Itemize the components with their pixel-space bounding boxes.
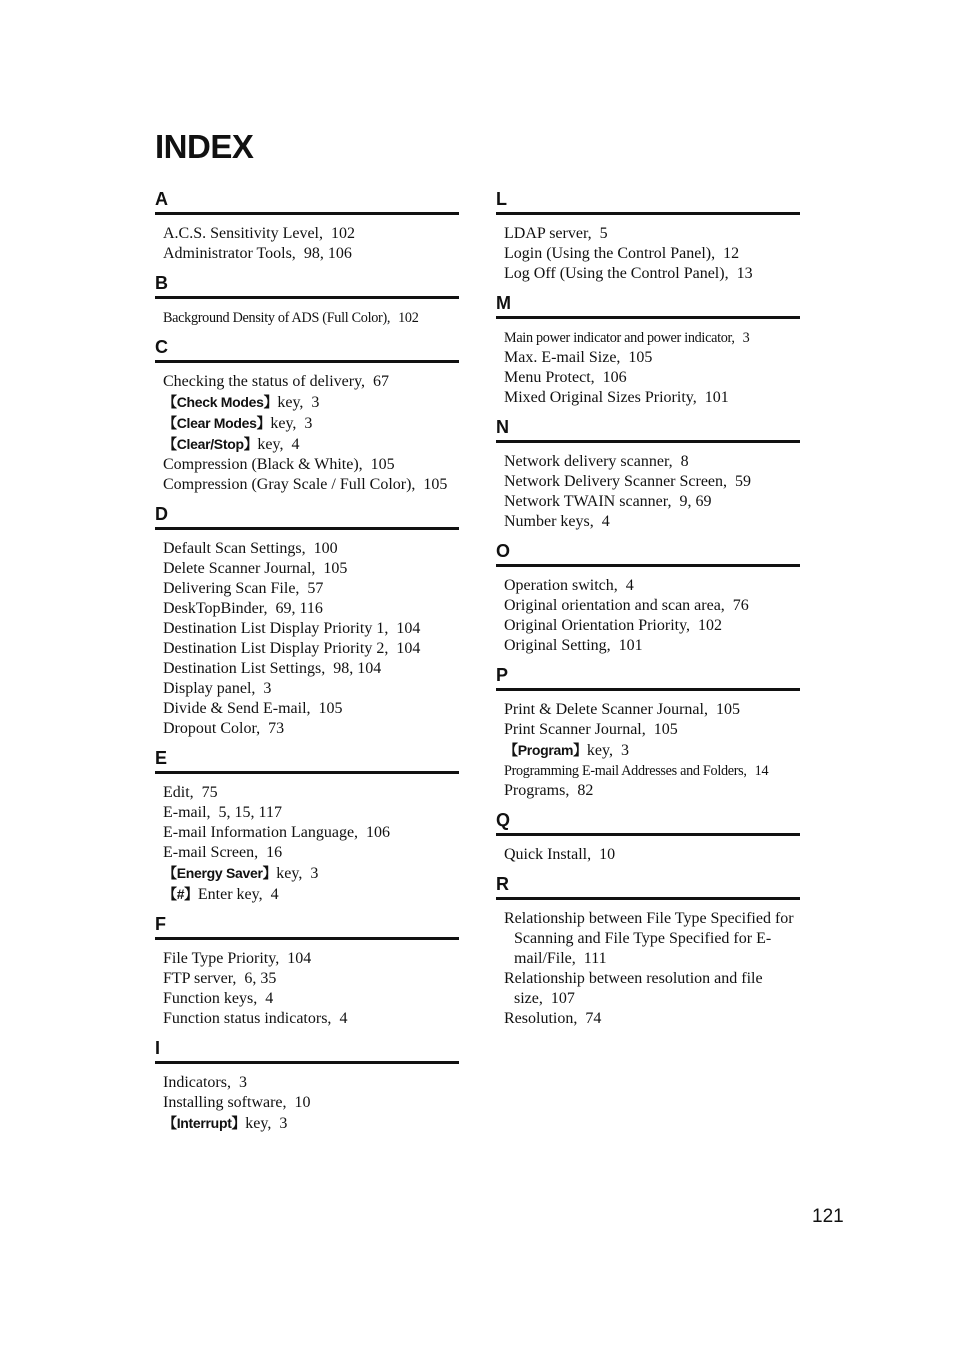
index-entry — [504, 368, 800, 388]
index-entry — [163, 308, 459, 328]
entry-term: Operation switch, — [504, 577, 618, 594]
section-divider — [155, 296, 459, 299]
index-section — [496, 416, 800, 532]
entry-list — [496, 576, 800, 656]
entry-term: DeskTopBinder, — [163, 600, 268, 617]
section-divider — [496, 688, 800, 691]
index-entry — [504, 348, 800, 368]
index-entry — [504, 740, 800, 761]
index-entry — [504, 596, 800, 616]
entry-list — [496, 845, 800, 865]
section-divider — [496, 897, 800, 900]
index-entry — [163, 1073, 459, 1093]
entry-pages: 3 — [304, 415, 313, 432]
entry-pages: 13 — [736, 265, 753, 282]
entry-term: A.C.S. Sensitivity Level, — [163, 225, 323, 242]
index-entry — [163, 475, 459, 495]
entry-term: Resolution, — [504, 1010, 578, 1027]
index-entry — [504, 969, 800, 1009]
entry-term: Display panel, — [163, 680, 256, 697]
entry-term: Original Orientation Priority, — [504, 617, 691, 634]
section-divider — [496, 440, 800, 443]
entry-term: Compression (Black & White), — [163, 456, 363, 473]
index-entry — [163, 823, 459, 843]
index-entry — [163, 989, 459, 1009]
entry-term: Delete Scanner Journal, — [163, 560, 316, 577]
entry-term: Print Scanner Journal, — [504, 721, 646, 738]
index-entry — [163, 539, 459, 559]
entry-term: Print & Delete Scanner Journal, — [504, 701, 708, 718]
index-entry — [163, 392, 459, 413]
index-entry — [163, 224, 459, 244]
entry-term: Delivering Scan File, — [163, 580, 300, 597]
entry-pages: 105 — [370, 456, 395, 473]
section-letter: Q — [496, 810, 511, 830]
entry-pages: 14 — [754, 763, 769, 779]
entry-list — [155, 1073, 459, 1134]
entry-term: E-mail Information Language, — [163, 824, 359, 841]
entry-term: Divide & Send E-mail, — [163, 700, 311, 717]
entry-term: key, — [586, 742, 613, 759]
entry-term: Programs, — [504, 782, 570, 799]
entry-term: Original Setting, — [504, 637, 611, 654]
entry-term: key, — [276, 865, 303, 882]
entry-term: Network Delivery Scanner Screen, — [504, 473, 728, 490]
index-entry — [504, 492, 800, 512]
entry-pages: 8 — [680, 453, 689, 470]
index-entry — [504, 700, 800, 720]
index-entry — [163, 579, 459, 599]
entry-pages: 107 — [550, 990, 575, 1007]
section-letter: P — [496, 665, 509, 685]
entry-pages: 75 — [201, 784, 218, 801]
entry-term: Menu Protect, — [504, 369, 595, 386]
section-letter: M — [496, 293, 511, 313]
entry-term: Background Density of ADS (Full Color), — [163, 310, 391, 326]
entry-term: key, — [277, 394, 304, 411]
index-section — [155, 272, 459, 328]
page-number: 121 — [812, 1206, 844, 1227]
entry-term: Installing software, — [163, 1094, 287, 1111]
entry-list — [496, 700, 800, 801]
index-entry — [504, 845, 800, 865]
entry-term: Function keys, — [163, 990, 258, 1007]
index-entry — [163, 699, 459, 719]
entry-pages: 98, 106 — [303, 245, 352, 262]
entry-pages: 10 — [294, 1094, 311, 1111]
entry-term: File Type Priority, — [163, 950, 280, 967]
entry-pages: 100 — [313, 540, 338, 557]
entry-term: Programming E-mail Addresses and Folders, — [504, 763, 747, 779]
index-section — [496, 188, 800, 284]
entry-pages: 4 — [339, 1010, 348, 1027]
index-section — [496, 540, 800, 656]
entry-term: Compression (Gray Scale / Full Color), — [163, 476, 416, 493]
index-entry — [504, 720, 800, 740]
entry-pages: 105 — [318, 700, 343, 717]
entry-pages: 5, 15, 117 — [218, 804, 282, 821]
entry-term: Administrator Tools, — [163, 245, 296, 262]
index-entry — [504, 388, 800, 408]
index-section — [496, 809, 800, 865]
section-divider — [155, 360, 459, 363]
index-entry — [163, 783, 459, 803]
section-divider — [155, 527, 459, 530]
section-letter: B — [155, 273, 168, 293]
entry-term: Original orientation and scan area, — [504, 597, 725, 614]
entry-term: Relationship between File Type Specified for Scanning and File Type Specified for E-mail/File, — [504, 910, 794, 967]
key-name: 【Check Modes】 — [163, 394, 278, 410]
index-entry — [163, 559, 459, 579]
index-section — [155, 503, 459, 739]
key-name: 【Clear/Stop】 — [163, 436, 258, 452]
entry-pages: 57 — [307, 580, 324, 597]
index-section — [155, 188, 459, 264]
entry-pages: 3 — [311, 394, 320, 411]
entry-pages: 4 — [625, 577, 634, 594]
entry-term: key, — [257, 436, 284, 453]
index-entry — [163, 719, 459, 739]
entry-term: Relationship between resolution and file size, — [504, 970, 763, 1007]
index-section — [155, 1037, 459, 1134]
section-letter: I — [155, 1038, 161, 1058]
index-entry — [504, 761, 800, 781]
entry-list — [155, 539, 459, 739]
entry-pages: 104 — [396, 620, 421, 637]
entry-pages: 106 — [602, 369, 627, 386]
entry-pages: 4 — [265, 990, 274, 1007]
index-entry — [504, 616, 800, 636]
entry-pages: 101 — [704, 389, 729, 406]
index-entry — [163, 455, 459, 475]
key-name: 【Interrupt】 — [163, 1115, 246, 1131]
entry-term: LDAP server, — [504, 225, 592, 242]
entry-list — [155, 308, 459, 328]
entry-list — [496, 909, 800, 1029]
section-letter: L — [496, 189, 507, 209]
index-entry — [504, 636, 800, 656]
index-entry — [504, 244, 800, 264]
index-entry — [163, 1009, 459, 1029]
entry-term: Max. E-mail Size, — [504, 349, 621, 366]
entry-pages: 69, 116 — [275, 600, 323, 617]
index-entry — [163, 434, 459, 455]
entry-term: Network TWAIN scanner, — [504, 493, 672, 510]
entry-pages: 16 — [266, 844, 283, 861]
entry-pages: 104 — [396, 640, 421, 657]
index-section — [496, 873, 800, 1029]
entry-pages: 105 — [653, 721, 678, 738]
entry-pages: 98, 104 — [333, 660, 382, 677]
entry-term: Checking the status of delivery, — [163, 373, 366, 390]
index-entry — [504, 224, 800, 244]
section-letter: A — [155, 189, 168, 209]
entry-pages: 106 — [366, 824, 391, 841]
index-entry — [504, 328, 800, 348]
section-letter: O — [496, 541, 511, 561]
entry-pages: 10 — [599, 846, 616, 863]
entry-pages: 5 — [599, 225, 608, 242]
entry-list — [155, 224, 459, 264]
entry-pages: 67 — [373, 373, 390, 390]
entry-pages: 76 — [732, 597, 749, 614]
entry-term: Main power indicator and power indicator, — [504, 330, 735, 346]
entry-term: Dropout Color, — [163, 720, 261, 737]
index-column-right — [496, 188, 800, 1037]
entry-term: Function status indicators, — [163, 1010, 332, 1027]
entry-pages: 102 — [398, 310, 419, 326]
section-letter: R — [496, 874, 509, 894]
entry-pages: 3 — [310, 865, 319, 882]
entry-term: key, — [245, 1115, 272, 1132]
page-title: INDEX — [155, 128, 254, 165]
index-entry — [163, 372, 459, 392]
section-divider — [155, 937, 459, 940]
entry-pages: 59 — [735, 473, 752, 490]
entry-pages: 6, 35 — [244, 970, 277, 987]
index-entry — [163, 413, 459, 434]
section-divider — [155, 771, 459, 774]
entry-pages: 12 — [723, 245, 740, 262]
index-section — [496, 664, 800, 801]
entry-term: E-mail, — [163, 804, 211, 821]
section-letter: E — [155, 748, 168, 768]
index-entry — [163, 884, 459, 905]
index-section — [155, 913, 459, 1029]
entry-term: Network delivery scanner, — [504, 453, 673, 470]
entry-term: Edit, — [163, 784, 194, 801]
entry-pages: 3 — [263, 680, 272, 697]
index-entry — [504, 781, 800, 801]
entry-pages: 105 — [715, 701, 740, 718]
entry-term: key, — [270, 415, 297, 432]
entry-term: Login (Using the Control Panel), — [504, 245, 716, 262]
index-entry — [163, 949, 459, 969]
entry-pages: 102 — [698, 617, 723, 634]
key-name: 【Program】 — [504, 742, 587, 758]
entry-term: Enter key, — [197, 886, 263, 903]
index-entry — [504, 576, 800, 596]
index-entry — [504, 909, 800, 969]
section-divider — [155, 1061, 459, 1064]
entry-term: Destination List Display Priority 1, — [163, 620, 389, 637]
section-divider — [496, 833, 800, 836]
index-entry — [163, 619, 459, 639]
entry-list — [496, 224, 800, 284]
entry-pages: 74 — [585, 1010, 602, 1027]
key-name: 【#】 — [163, 886, 198, 902]
entry-term: Destination List Settings, — [163, 660, 326, 677]
entry-term: Log Off (Using the Control Panel), — [504, 265, 729, 282]
key-name: 【Clear Modes】 — [163, 415, 271, 431]
index-entry — [163, 803, 459, 823]
entry-term: Number keys, — [504, 513, 594, 530]
entry-term: E-mail Screen, — [163, 844, 259, 861]
entry-pages: 3 — [279, 1115, 288, 1132]
index-entry — [504, 452, 800, 472]
index-entry — [163, 843, 459, 863]
entry-term: FTP server, — [163, 970, 237, 987]
section-letter: C — [155, 337, 168, 357]
entry-pages: 3 — [620, 742, 629, 759]
index-section — [155, 336, 459, 495]
index-entry — [504, 264, 800, 284]
index-entry — [163, 1093, 459, 1113]
index-entry — [163, 1113, 459, 1134]
index-entry — [504, 512, 800, 532]
entry-pages: 102 — [331, 225, 355, 242]
entry-list — [155, 949, 459, 1029]
index-section — [496, 292, 800, 408]
entry-term: Mixed Original Sizes Priority, — [504, 389, 697, 406]
entry-list — [155, 372, 459, 495]
index-entry — [163, 639, 459, 659]
entry-pages: 4 — [270, 886, 279, 903]
entry-term: Quick Install, — [504, 846, 592, 863]
key-name: 【Energy Saver】 — [163, 865, 277, 881]
section-letter: D — [155, 504, 168, 524]
entry-pages: 4 — [291, 436, 300, 453]
entry-pages: 4 — [601, 513, 610, 530]
index-entry — [504, 1009, 800, 1029]
entry-pages: 101 — [618, 637, 643, 654]
index-entry — [163, 659, 459, 679]
entry-term: Default Scan Settings, — [163, 540, 306, 557]
index-entry — [163, 679, 459, 699]
entry-term: Indicators, — [163, 1074, 231, 1091]
section-divider — [496, 316, 800, 319]
section-divider — [496, 564, 800, 567]
section-divider — [496, 212, 800, 215]
entry-term: Destination List Display Priority 2, — [163, 640, 389, 657]
entry-pages: 105 — [628, 349, 653, 366]
entry-pages: 105 — [423, 476, 448, 493]
entry-pages: 105 — [323, 560, 348, 577]
index-section — [155, 747, 459, 905]
index-entry — [163, 969, 459, 989]
entry-list — [496, 452, 800, 532]
index-column-left — [155, 188, 459, 1142]
entry-pages: 82 — [577, 782, 594, 799]
index-entry — [163, 863, 459, 884]
entry-pages: 3 — [742, 330, 750, 346]
entry-pages: 3 — [238, 1074, 247, 1091]
entry-pages: 111 — [583, 950, 607, 967]
section-letter: F — [155, 914, 166, 934]
index-entry — [504, 472, 800, 492]
index-entry — [163, 599, 459, 619]
entry-pages: 9, 69 — [679, 493, 712, 510]
index-entry — [163, 244, 459, 264]
section-divider — [155, 212, 459, 215]
entry-list — [496, 328, 800, 408]
entry-pages: 104 — [287, 950, 312, 967]
entry-list — [155, 783, 459, 905]
section-letter: N — [496, 417, 509, 437]
entry-pages: 73 — [268, 720, 285, 737]
